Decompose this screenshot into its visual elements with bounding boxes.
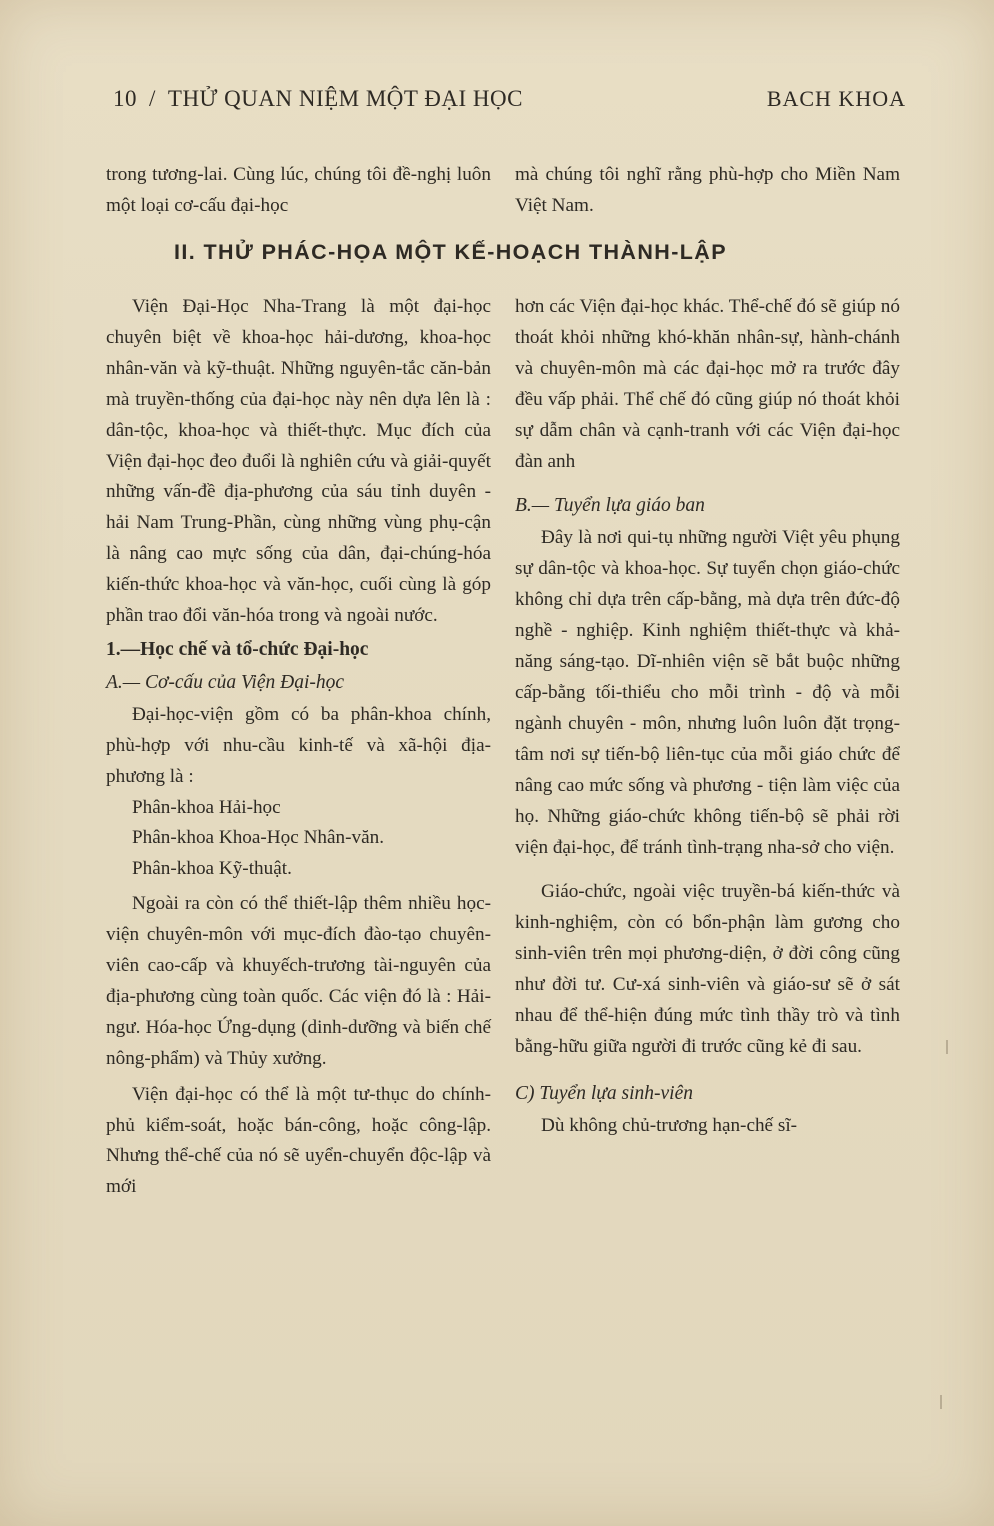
left-paragraph-4: Viện đại-học có thể là một tư-thục do chính-phủ kiểm-soát, hoặc bán-công, hoặc công-lập. Nhưng thể-chế của nó sẽ uyển-chuyển độc-lập và mới xyxy=(106,1083,491,1198)
left-paragraph-1: Viện Đại-Học Nha-Trang là một đại-học chuyên biệt về khoa-học hải-dương, khoa-học nhân-văn và kỹ-thuật. Những nguyên-tắc căn-bản mà truyền-thống của đại-học này nên dựa lên là : dân-tộc, khoa-học và thiết-thực. Mục đích của Viện đại-học đeo đuổi là nghiên cứu và giải-quyết những vấn-đề địa-phương của sáu tỉnh duyên - hải Nam Trung-Phần, cùng những vùng phụ-cận là nâng cao mực sống của dân, đại-chúng-hóa kiến-thức khoa-học và văn-học, cuối cùng là góp phần trao đổi văn-hóa trong và ngoài nước. xyxy=(106,296,491,627)
right-paragraph-3: Giáo-chức, ngoài việc truyền-bá kiến-thức và kinh-nghiệm, còn có bổn-phận làm gương cho sinh-viên trên mọi phương-diện, ở đời công cũng như đời tư. Cư-xá sinh-viên và giáo-sư sẽ ở sát nhau để thể-hiện đúng mức tình thầy trò và tình bằng-hữu giữa người đi trước cũng kẻ đi sau. xyxy=(515,881,900,1057)
page-number: 10 xyxy=(113,86,137,111)
heading-hoc-che: 1.—Học chế và tổ-chức Đại-học xyxy=(106,638,369,660)
left-paragraph-2: Đại-học-viện gồm có ba phân-khoa chính, phù-hợp với nhu-cầu kinh-tế và xã-hội địa-phương là : xyxy=(106,703,491,787)
running-title: THỬ QUAN NIỆM MỘT ĐẠI HỌC xyxy=(167,86,523,111)
heading-tuyen-lua-sinh-vien: C) Tuyển lựa sinh-viên xyxy=(515,1082,693,1104)
list-item: Phân-khoa Hải-học xyxy=(132,796,281,818)
margin-mark xyxy=(940,1395,942,1409)
list-item: Phân-khoa Kỹ-thuật. xyxy=(132,857,292,879)
top-right-fragment xyxy=(515,160,900,222)
running-header xyxy=(113,86,906,120)
right-paragraph-2: Đây là nơi qui-tụ những người Việt yêu phụng sự dân-tộc và khoa-học. Sự tuyển chọn giáo-chức không chỉ dựa trên cấp-bằng, mà dựa trên đức-độ nghề - nghiệp. Kinh nghiệm thiết-thực và khả-năng sáng-tạo. Dĩ-nhiên viện sẽ bắt buộc những cấp-bằng tối-thiểu cho mỗi trình - độ và mỗi ngành chuyên - môn, nhưng luôn luôn đặt trọng-tâm nơi sự tiến-bộ liên-tục của mỗi giáo chức để nâng cao mức sống và phương - tiện làm việc của họ. Những giáo-chức không tiến-bộ sẽ phải rời viện đại-học, để tránh tình-trạng nha-sở cho viện. xyxy=(515,527,900,858)
left-paragraph-3: Ngoài ra còn có thể thiết-lập thêm nhiều học-viện chuyên-môn với mục-đích đào-tạo chuyên-viên cao-cấp và khuyếch-trương tài-nguyên của địa-phương cùng toàn quốc. Các viện đó là : Hải-ngư. Hóa-học Ứng-dụng (dinh-dưỡng và biến chế nông-phẩm) và Thủy xưởng. xyxy=(106,893,491,1069)
left-column xyxy=(106,292,491,1203)
margin-mark xyxy=(946,1040,948,1054)
faculty-list xyxy=(132,793,491,885)
top-right-text: mà chúng tôi nghĩ rằng phù-hợp cho Miền Nam Việt Nam. xyxy=(515,164,900,216)
right-paragraph-4: Dù không chủ-trương hạn-chế sĩ- xyxy=(541,1114,798,1136)
list-item: Phân-khoa Khoa-Học Nhân-văn. xyxy=(132,827,385,849)
heading-co-cau: A.— Cơ-cấu của Viện Đại-học xyxy=(106,671,345,693)
heading-tuyen-lua-giao-ban: B.— Tuyển lựa giáo ban xyxy=(515,495,705,517)
right-paragraph-1: hơn các Viện đại-học khác. Thể-chế đó sẽ giúp nó thoát khỏi những khó-khăn nhân-sự, hành-chánh và chuyên-môn mà các đại-học mở ra trước đây đều vấp phải. Thể chế đó cũng giúp nó thoát khỏi sự dẫm chân và cạnh-tranh với các Viện đại-học đàn anh xyxy=(515,296,900,472)
top-left-text: trong tương-lai. Cùng lúc, chúng tôi đề-nghị luôn một loại cơ-cấu đại-học xyxy=(106,164,491,216)
top-left-fragment xyxy=(106,160,491,222)
header-left xyxy=(113,86,523,112)
right-column xyxy=(515,292,900,1142)
publication-name: BACH KHOA xyxy=(766,86,906,111)
section-title: II. THỬ PHÁC-HỌA MỘT KẾ-HOẠCH THÀNH-LẬP xyxy=(174,240,727,264)
header-separator: / xyxy=(149,86,156,111)
